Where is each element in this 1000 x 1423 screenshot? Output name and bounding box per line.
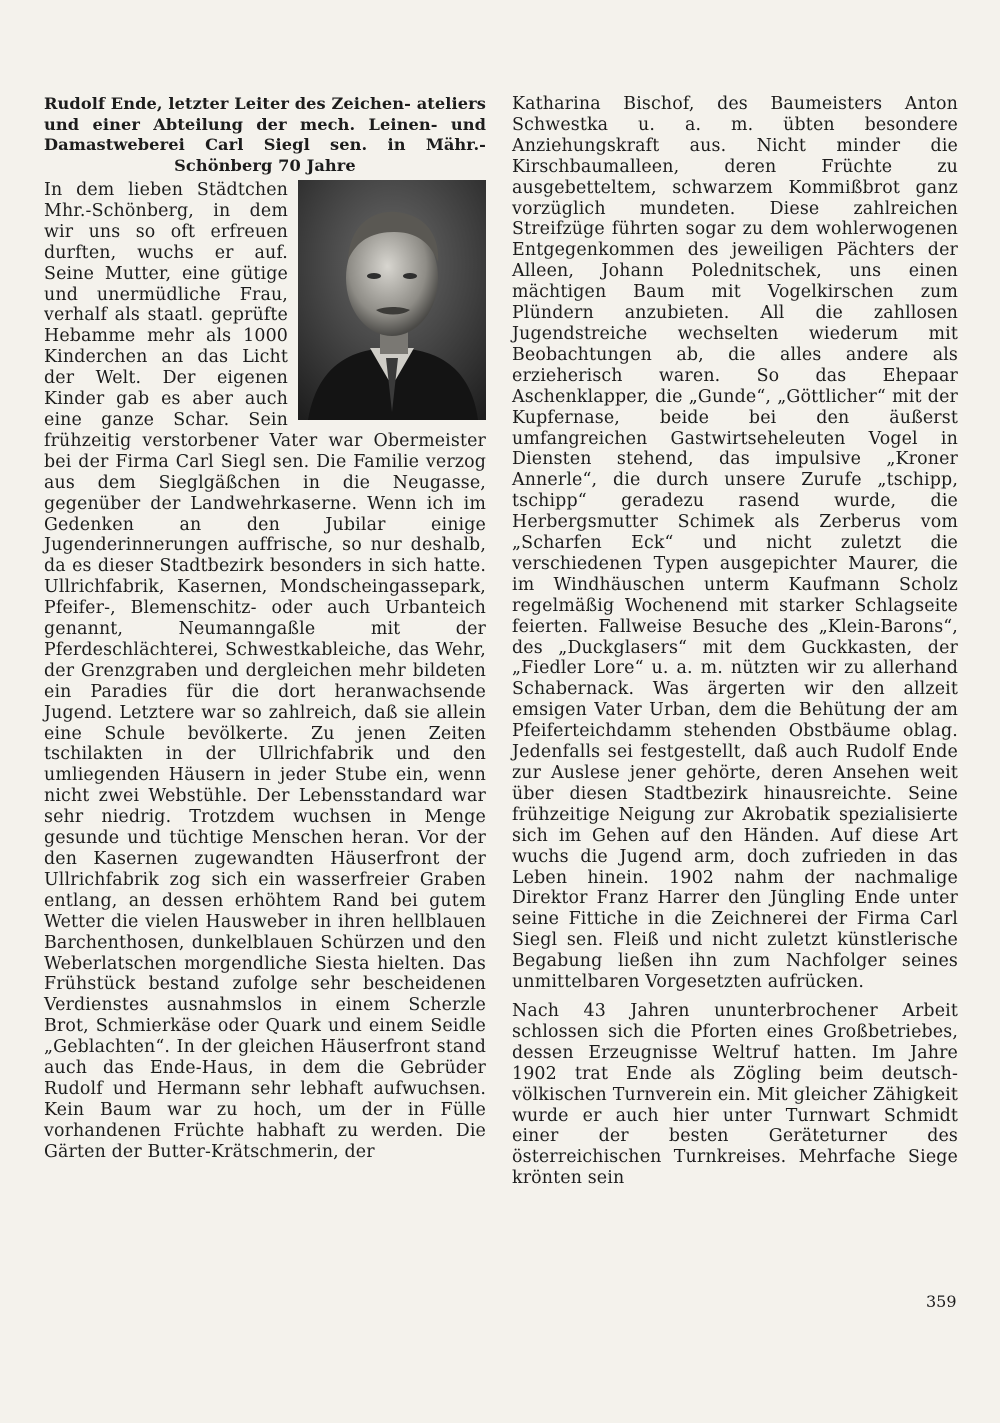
right-column-paragraph-1: Katharina Bischof, des Baumeisters Anton Schwestka u. a. m. übten besondere Anziehungskraft aus. Nicht minder die Kirschbaumalleen, deren Früchte zu ausgebetteltem, schwarzem Kommißbrot ganz vorzüglich mundeten. Diese zahlreichen Streifzüge führten sogar zu dem wohlerwogenen Entgegenkommen des jeweiligen Pächters der Alleen, Johann Polednitschek, uns einen mächtigen Baum mit Vogelkirschen zum Plündern anzubieten. All die zahllosen Jugendstreiche wechselten wiederum mit Beobachtungen ab, die alles andere als erzieherisch waren. So das Ehepaar Aschenklapper, die „Gunde“, „Göttlicher“ mit der Kupfernase, beide bei den äußerst umfangreichen Gastwirtseheleuten Vogel in Diensten stehend, das impulsive „Kroner Annerle“, die durch unsere Zurufe „tschipp, tschipp“ geradezu rasend wurde, die Herbergsmutter Schimek als Zerberus vom „Scharfen Eck“ und nicht zuletzt die verschiedenen Typen ausgepichter Maurer, die im Windhäuschen unterm Kaufmann Scholz regelmäßig Wochenend mit starker Schlagseite feierten. Fallweise Besuche des „Klein-Barons“, des „Duckglasers“ mit dem Guckkasten, der „Fiedler Lore“ u. a. m. nützten wir zu allerhand Schabernack. Was ärgerten wir den allzeit emsigen Vater Urban, dem die Behütung der am Pfeiferteichdamm stehenden Obstbäume oblag. Jedenfalls sei festgestellt, daß auch Rudolf Ende zur Auslese jener gehörte, deren Ansehen weit über diesen Stadtbezirk hinausreichte. Seine frühzeitige Neigung zur Akrobatik spezialisierte sich im Gehen auf den Händen. Auf diese Art wuchs die Jugend arm, doch zufrieden in das Leben hinein. 1902 nahm der nachmalige Direktor Franz Harrer den Jüngling Ende unter seine Fittiche in die Zeichnerei der Firma Carl Siegl sen. Fleiß und nicht zuletzt künstlerische Begabung ließen ihn zum Nachfolger seines unmittelbaren Vorgesetzten aufrücken. [512, 94, 958, 993]
right-column [512, 94, 958, 1189]
left-column [44, 94, 486, 1163]
right-column-paragraph-2: Nach 43 Jahren ununterbrochener Arbeit schlossen sich die Pforten eines Großbetriebes, dessen Erzeugnisse Weltruf hatten. Im Jahre 1902 trat Ende als Zögling beim deutsch-völkischen Turnverein ein. Mit gleicher Zähigkeit wurde er auch hier unter Turnwart Schmidt einer der besten Geräteturner des österreichischen Turnkreises. Mehrfache Siege krönten sein [512, 1000, 958, 1189]
page-number: 359 [926, 1292, 957, 1311]
portrait-image [298, 180, 486, 420]
article-headline: Rudolf Ende, letzter Leiter des Zeichen- ateliers und einer Abteilung der mech. Leinen- und Damastweberei Carl Siegl sen. in Mähr.-Schönberg 70 Jahre [44, 94, 486, 175]
left-column-text: In dem lieben Städtchen Mhr.-Schönberg, in dem wir uns so oft erfreuen durften, wuchs er auf. Seine Mutter, eine gütige und unermüdliche Frau, verhalf als staatl. geprüfte Hebamme mehr als 1000 Kinderchen an das Licht der Welt. Der eigenen Kinder gab es aber auch eine ganze Schar. Sein frühzeitig verstorbener Vater war Obermeister bei der Firma Carl Siegl sen. Die Familie verzog aus dem Sieglgäßchen in die Neugasse, gegenüber der Landwehrkaserne. Wenn ich im Gedenken an den Jubilar einige Jugenderinnerungen auffrische, so nur deshalb, da es dieser Stadtbezirk besonders in sich hatte. Ullrichfabrik, Kasernen, Mondscheingassepark, Pfeifer-, Blemenschitz- oder auch Urbanteich genannt, Neumanngaßle mit der Pferdeschlächterei, Schwestkableiche, das Wehr, der Grenzgraben und dergleichen mehr bildeten ein Paradies für die dort heranwachsende Jugend. Letztere war so zahlreich, daß sie allein eine Schule bevölkerte. Zu jenen Zeiten tschilakten in der Ullrichfabrik und den umliegenden Häusern in jeder Stube ein, wenn nicht zwei Webstühle. Der Lebensstandard war sehr niedrig. Trotzdem wuchsen in Menge gesunde und tüchtige Menschen heran. Vor der den Kasernen zugewandten Häuserfront der Ullrichfabrik zog sich ein wasserfreier Graben entlang, an dessen erhöhtem Rand bei gutem Wetter die vielen Hausweber in ihren hellblauen Barchenthosen, dunkelblauen Schürzen und den Weberlatschen morgendliche Siesta hielten. Das Frühstück bestand zufolge sehr bescheidenen Verdienstes ausnahmslos in einem Scherzle Brot, Schmierkäse oder Quark und einem Seidle „Geblachten“. In der gleichen Häuserfront stand auch das Ende-Haus, in dem die Gebrüder Rudolf und Hermann sehr lebhaft aufwuchsen. Kein Baum war zu hoch, um der in Fülle vorhandenen Früchte habhaft zu werden. Die Gärten der Butter-Krätschmerin, der [44, 180, 486, 1162]
portrait-photo [298, 180, 486, 420]
